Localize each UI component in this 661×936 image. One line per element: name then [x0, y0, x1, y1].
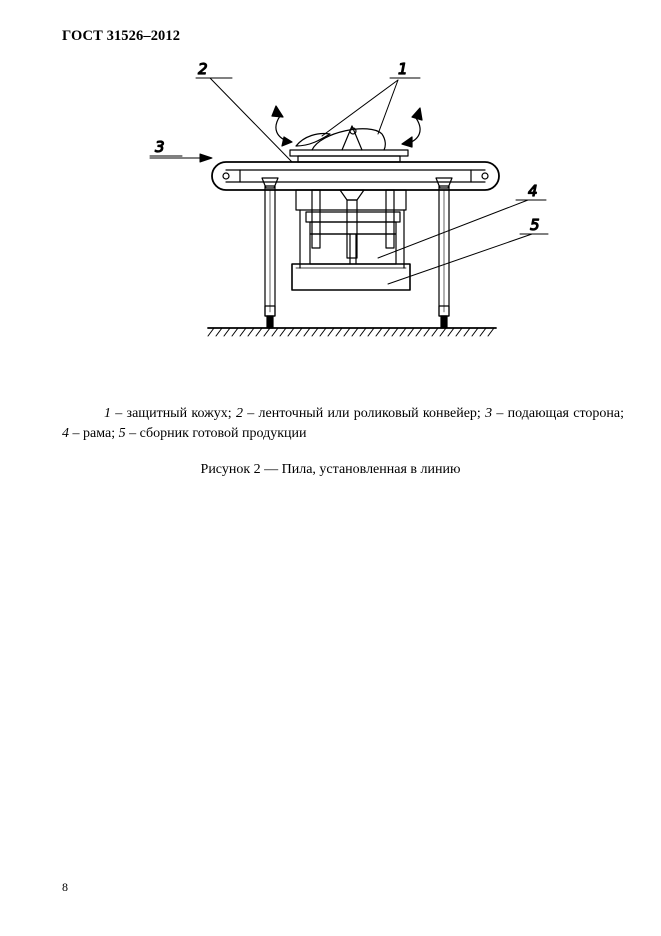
legend-number: 2: [235, 406, 243, 421]
legend-text: – ленточный или роликовый конвейер;: [242, 406, 486, 421]
product-collector: [292, 264, 410, 290]
guard-motion-arrows: [272, 106, 422, 147]
callout-5: 5: [530, 216, 540, 234]
saw-drawing: [0, 0, 661, 380]
saw-guard: [290, 126, 408, 162]
legend-number: 1: [104, 406, 111, 421]
legend-text: – рама;: [69, 426, 119, 441]
legend-number: 3: [485, 406, 493, 421]
callout-2: 2: [198, 60, 208, 78]
legend-text: – подающая сторона;: [492, 406, 625, 421]
legend-text: – защитный кожух;: [111, 406, 236, 421]
conveyor-belt: [212, 162, 499, 190]
figure-title: Рисунок 2 — Пила, установленная в линию: [200, 462, 461, 477]
page-number: 8: [62, 880, 68, 894]
legend-number: 4: [62, 426, 69, 441]
legend-text: – сборник готовой продукции: [125, 426, 307, 441]
callout-4: 4: [528, 182, 538, 200]
legend-number: 5: [118, 426, 126, 441]
callout-1: 1: [398, 60, 408, 78]
callout-leaders: [150, 78, 548, 284]
document-header: ГОСТ 31526–2012: [62, 28, 181, 44]
floor-hatching: [208, 328, 496, 336]
frame: [296, 190, 406, 268]
figure-legend: [62, 404, 624, 444]
callout-3: 3: [155, 138, 165, 156]
saw-line-figure: [0, 0, 661, 380]
